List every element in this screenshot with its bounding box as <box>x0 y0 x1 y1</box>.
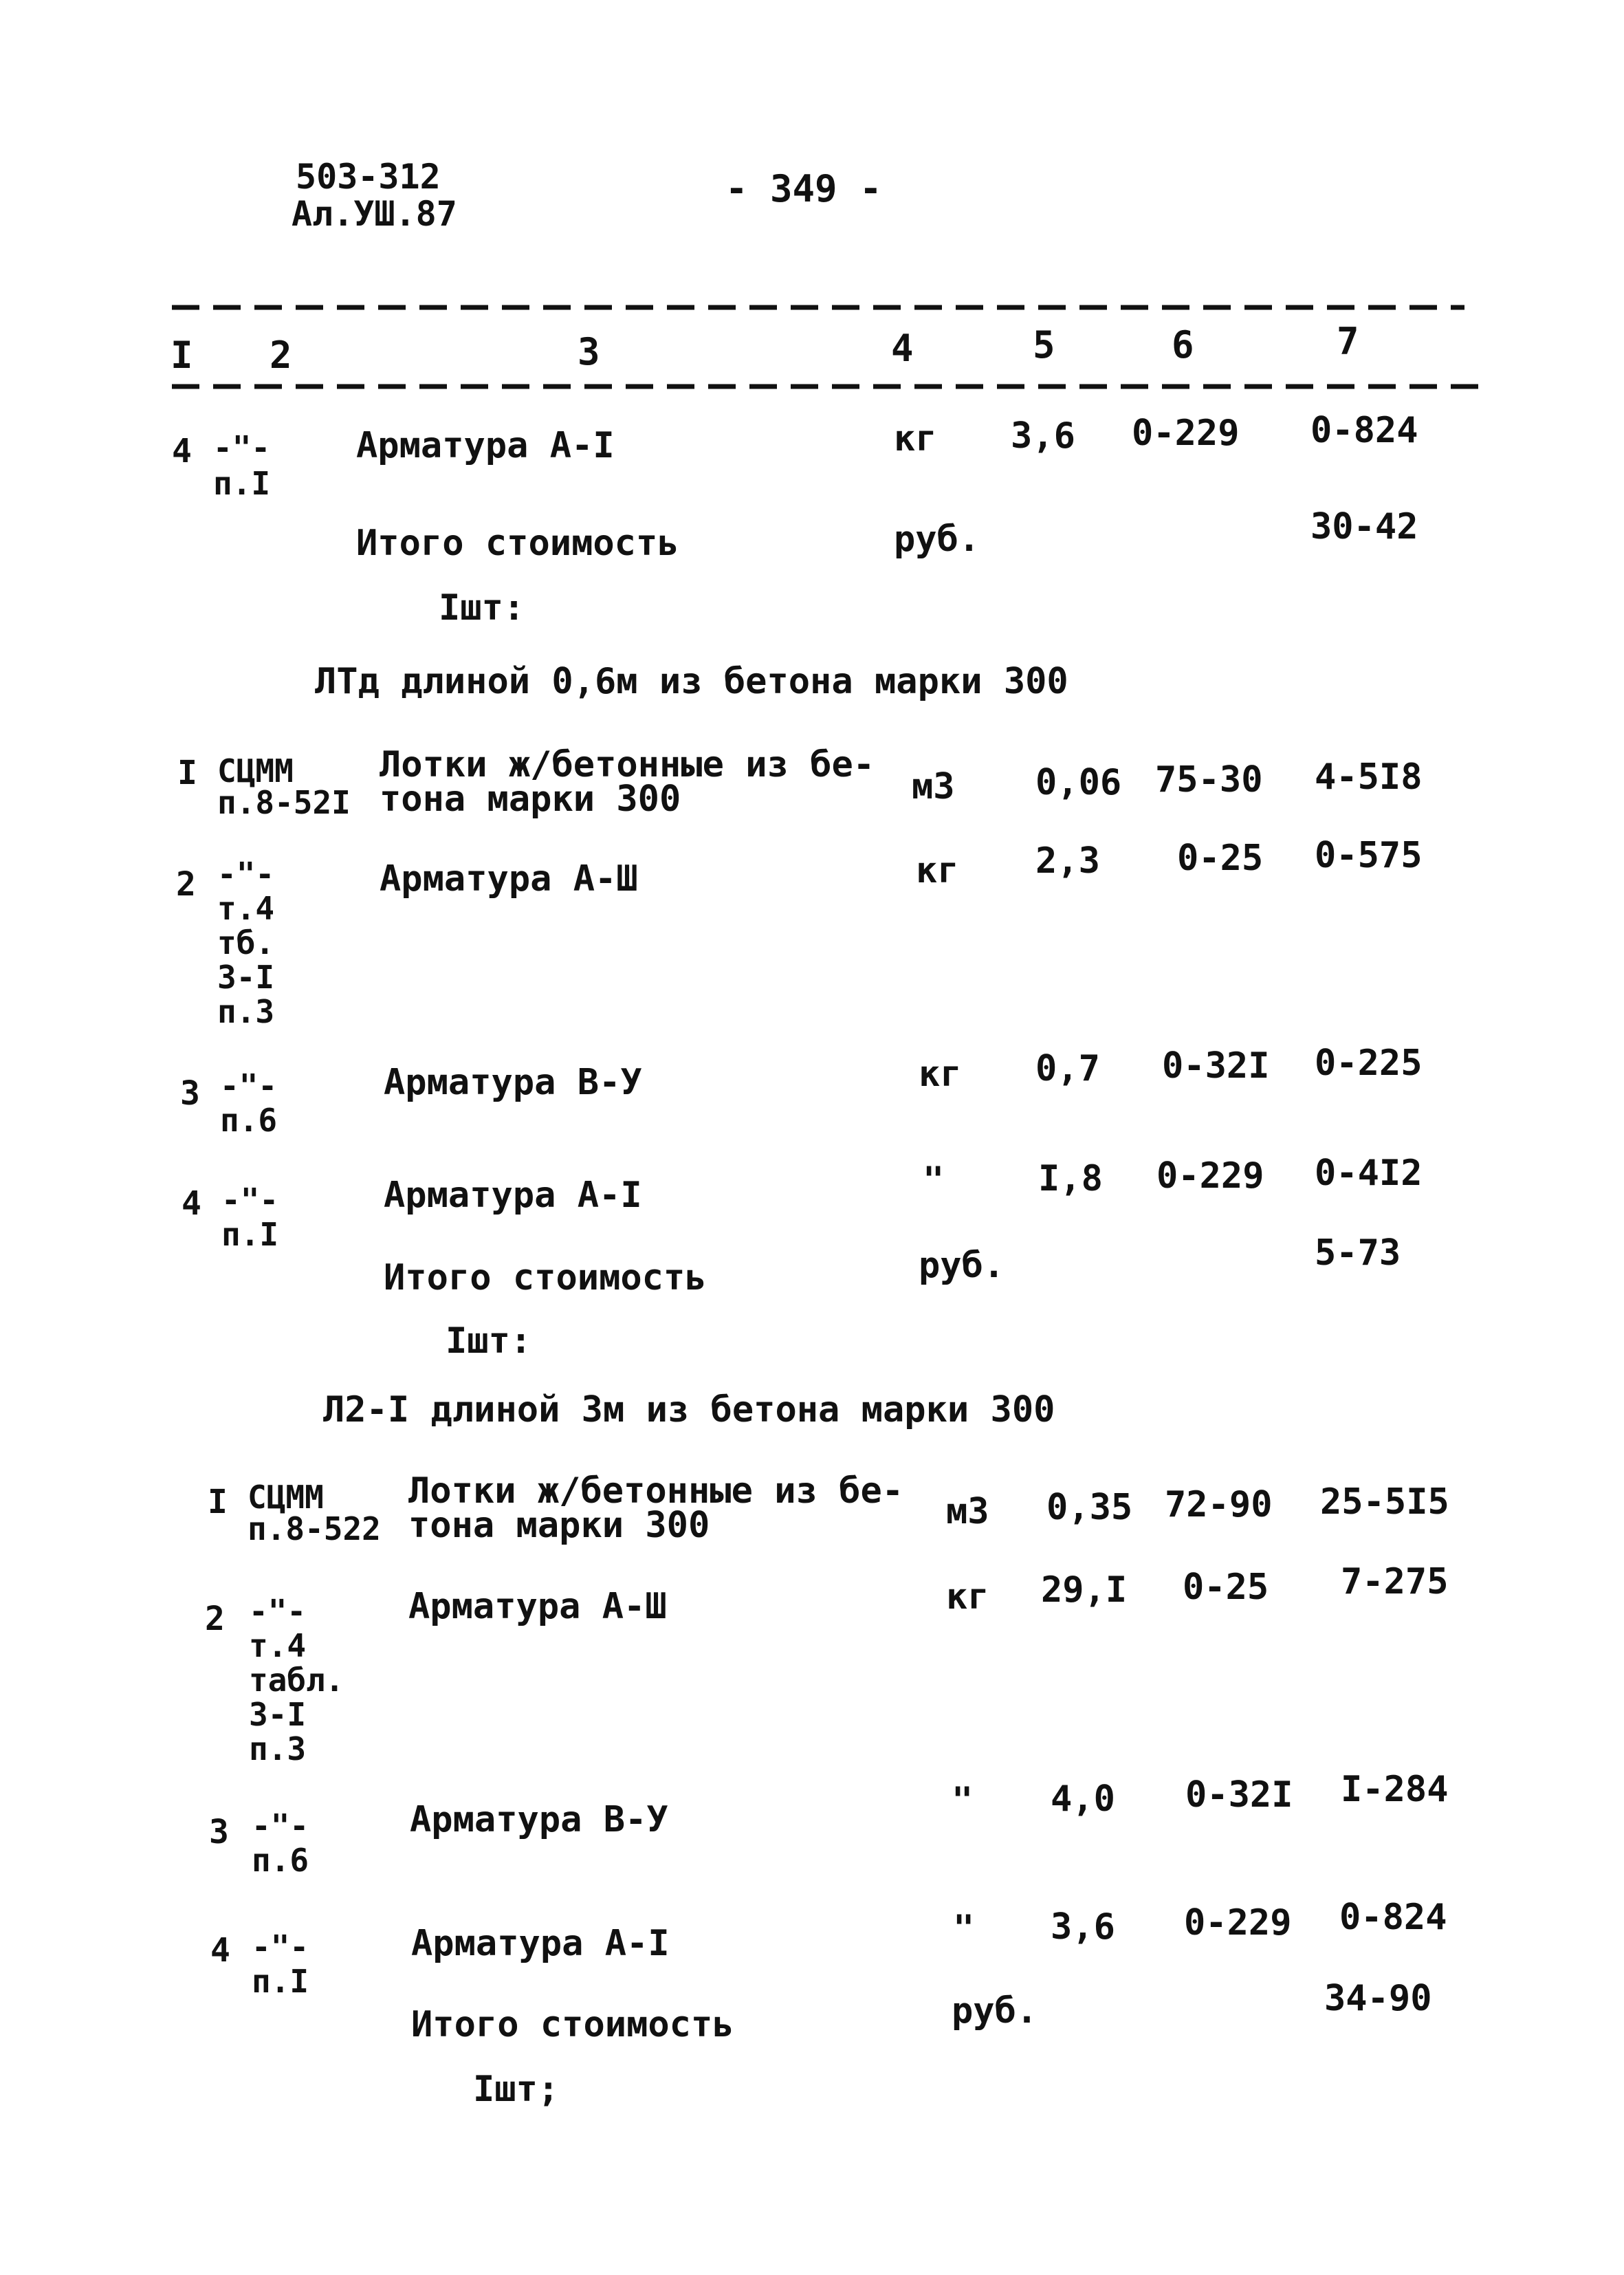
item-price: 0-32I <box>1162 1045 1270 1087</box>
item-unit: " <box>953 1908 975 1949</box>
row-number: I <box>177 754 197 792</box>
reference-ditto: -"- <box>249 1593 307 1630</box>
item-quantity: I,8 <box>1038 1158 1103 1199</box>
item-price: 0-25 <box>1183 1567 1269 1608</box>
item-cost: 0-4I2 <box>1315 1153 1423 1194</box>
table-header-rule <box>0 382 1624 391</box>
item-quantity: 0,06 <box>1035 762 1122 803</box>
total-value: 5-73 <box>1315 1232 1401 1274</box>
reference-clause: п.3 <box>249 1730 307 1767</box>
item-price: 0-229 <box>1184 1902 1292 1944</box>
item-cost: 25-5I5 <box>1320 1481 1449 1523</box>
item-name-line-2: тона марки 300 <box>408 1505 710 1546</box>
reference-ditto: -"- <box>220 1067 278 1104</box>
reference-clause: п.6 <box>220 1102 278 1139</box>
reference-ditto: -"- <box>252 1807 309 1844</box>
reference-clause: п.3 <box>217 993 275 1030</box>
item-unit: кг <box>894 418 937 459</box>
row-number: 2 <box>205 1600 225 1638</box>
row-number: I <box>208 1483 228 1521</box>
item-name: Арматура В-У <box>384 1062 642 1103</box>
column-header-4: 4 <box>891 327 914 370</box>
total-value: 30-42 <box>1310 506 1418 547</box>
item-price: 75-30 <box>1155 759 1263 801</box>
item-name: Арматура А-I <box>411 1923 670 1964</box>
reference-table-number: 3-I <box>249 1696 307 1733</box>
total-label: Итого стоимость <box>411 2004 734 2045</box>
row-number: 4 <box>210 1931 230 1970</box>
column-header-3: 3 <box>578 330 600 373</box>
page-number: - 349 - <box>725 167 882 210</box>
reference-ditto: -"- <box>213 429 271 466</box>
reference-table: т.4 <box>249 1627 307 1664</box>
item-cost: I-284 <box>1341 1769 1449 1810</box>
item-price: 0-25 <box>1177 838 1264 879</box>
section-title: Л2-I длиной 3м из бетона марки 300 <box>323 1389 1055 1430</box>
item-unit: кг <box>919 1054 962 1095</box>
item-cost: 0-824 <box>1339 1897 1447 1938</box>
item-unit: кг <box>946 1576 989 1618</box>
item-name: Арматура А-I <box>356 425 615 466</box>
item-cost: 0-824 <box>1310 410 1418 451</box>
table-top-rule <box>0 303 1624 312</box>
item-price: 0-229 <box>1132 413 1240 454</box>
total-label: Итого стоимость <box>356 523 679 564</box>
row-number: 3 <box>180 1074 200 1113</box>
reference-table-number: 3-I <box>217 959 275 996</box>
row-number: 4 <box>182 1184 201 1223</box>
item-unit: кг <box>916 850 959 891</box>
column-header-1: I <box>171 334 193 377</box>
item-name: Арматура А-Ш <box>380 858 638 900</box>
total-label: Итого стоимость <box>384 1257 707 1298</box>
item-name-line-1: Лотки ж/бетонные из бе- <box>408 1470 904 1512</box>
reference-clause: п.8-52I <box>217 784 351 821</box>
item-unit: м3 <box>912 766 955 807</box>
column-header-6: 6 <box>1172 323 1194 367</box>
item-cost: 4-5I8 <box>1315 756 1423 798</box>
row-number: 2 <box>176 865 196 904</box>
item-quantity: 0,35 <box>1046 1487 1133 1528</box>
doc-code: 503-312 <box>296 157 441 197</box>
total-unit: руб. <box>894 519 980 560</box>
row-number: 3 <box>209 1813 229 1851</box>
item-name: Арматура В-У <box>410 1799 668 1840</box>
item-cost: 7-275 <box>1341 1561 1449 1602</box>
item-unit: м3 <box>946 1491 989 1532</box>
album-code: Ал.УШ.87 <box>292 194 457 234</box>
item-name: Арматура А-Ш <box>408 1586 667 1627</box>
item-quantity: 2,3 <box>1035 840 1100 882</box>
reference-clause: п.8-522 <box>248 1510 381 1547</box>
row-number: 4 <box>172 432 192 470</box>
item-price: 0-32I <box>1185 1774 1293 1816</box>
total-value: 34-90 <box>1324 1978 1432 2019</box>
reference-table: т.4 <box>217 890 275 927</box>
reference-source: СЦММ <box>217 752 294 790</box>
reference-table-abbr: табл. <box>249 1662 344 1699</box>
item-quantity: 3,6 <box>1011 415 1075 457</box>
column-header-7: 7 <box>1337 320 1359 363</box>
item-cost: 0-225 <box>1315 1043 1423 1084</box>
item-quantity: 0,7 <box>1035 1048 1100 1089</box>
item-name-line-2: тона марки 300 <box>380 779 681 820</box>
reference-source: СЦММ <box>248 1479 324 1516</box>
per-unit-label: Iшт: <box>439 587 525 629</box>
reference-clause: п.I <box>213 465 271 502</box>
reference-clause: п.I <box>252 1963 309 2000</box>
reference-ditto: -"- <box>217 856 275 893</box>
item-price: 72-90 <box>1165 1484 1273 1525</box>
section-title: ЛТд длиной 0,6м из бетона марки 300 <box>315 661 1068 702</box>
reference-table-abbr: тб. <box>217 924 275 961</box>
item-cost: 0-575 <box>1315 835 1423 876</box>
total-unit: руб. <box>952 1990 1038 2032</box>
item-name: Арматура А-I <box>384 1175 642 1216</box>
per-unit-label: Iшт; <box>473 2069 560 2110</box>
reference-ditto: -"- <box>252 1928 309 1966</box>
reference-clause: п.I <box>221 1216 279 1253</box>
column-header-2: 2 <box>270 334 292 377</box>
column-header-5: 5 <box>1033 323 1055 367</box>
item-unit: " <box>952 1780 974 1821</box>
item-price: 0-229 <box>1156 1155 1264 1197</box>
item-unit: " <box>923 1160 945 1201</box>
item-quantity: 3,6 <box>1051 1906 1115 1948</box>
item-quantity: 29,I <box>1041 1569 1128 1611</box>
item-name-line-1: Лотки ж/бетонные из бе- <box>380 744 875 785</box>
total-unit: руб. <box>919 1245 1005 1286</box>
reference-ditto: -"- <box>221 1182 279 1219</box>
per-unit-label: Iшт: <box>446 1320 532 1362</box>
reference-clause: п.6 <box>252 1842 309 1879</box>
item-quantity: 4,0 <box>1051 1778 1115 1820</box>
